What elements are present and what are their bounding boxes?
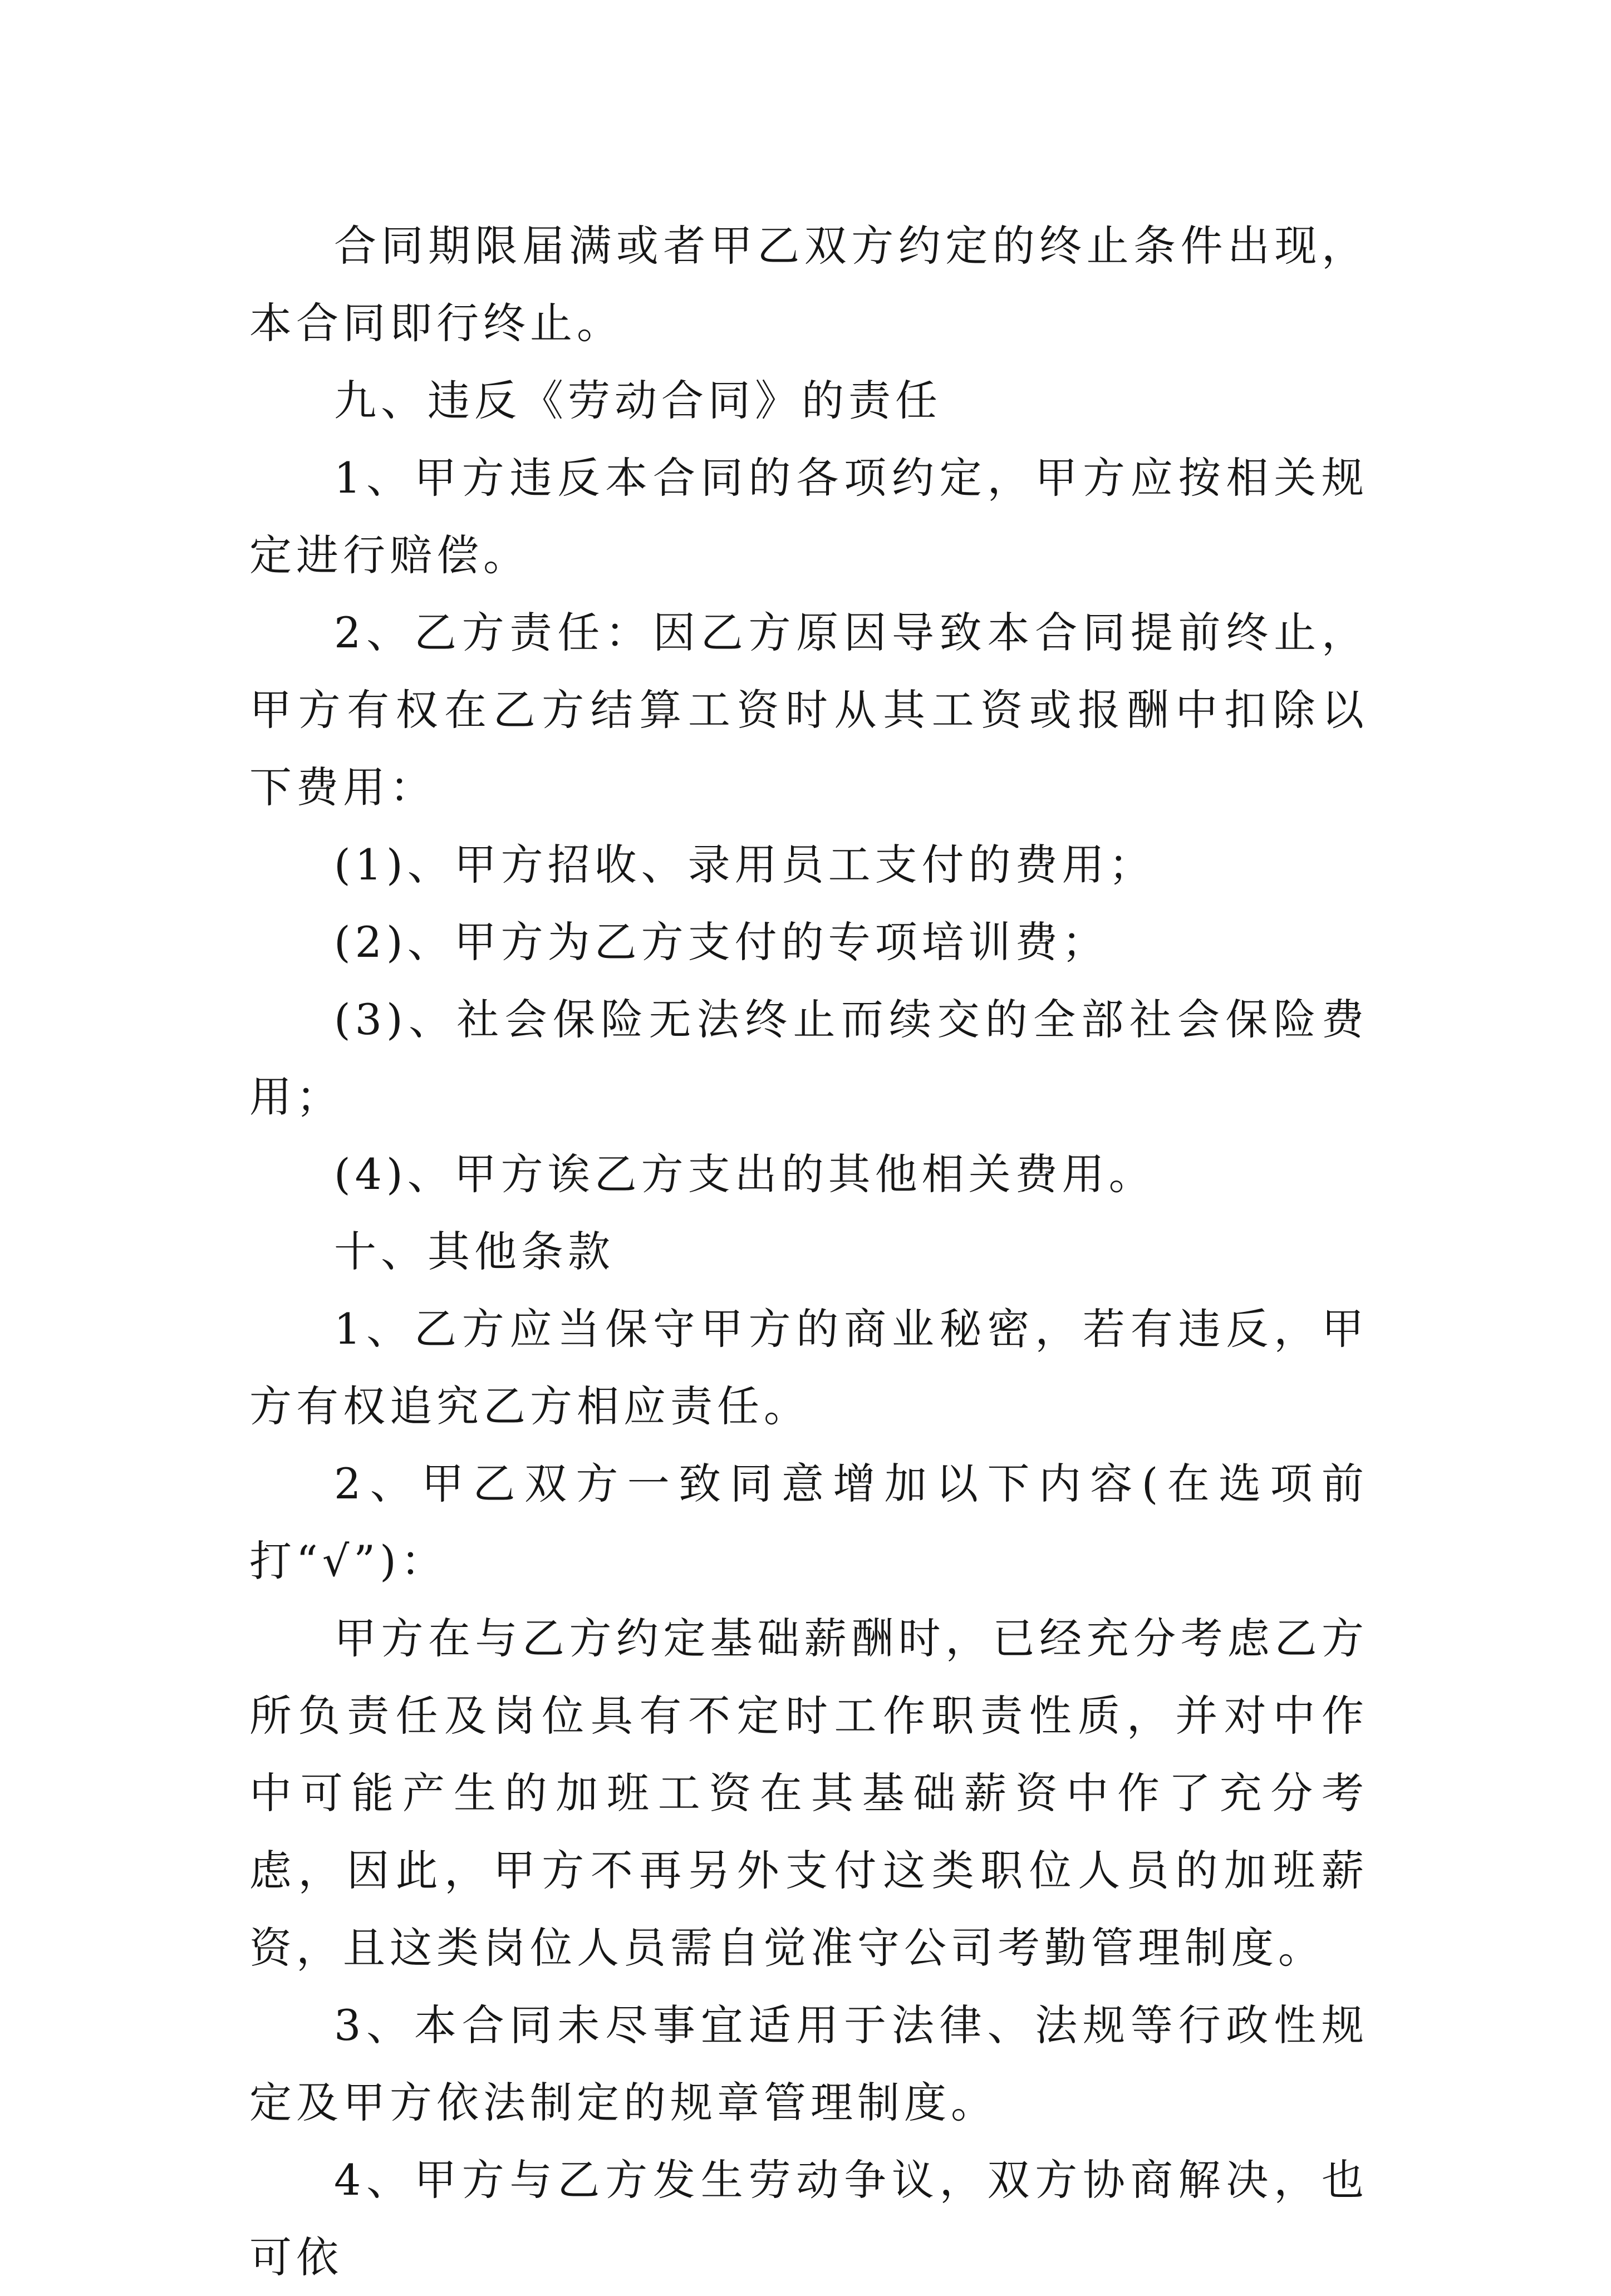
list-item-fee-4: (4)、甲方诶乙方支出的其他相关费用。 xyxy=(334,1149,1156,1199)
paragraph-party-b-liability: 2、乙方责任：因乙方原因导致本合同提前终止，甲方有权在乙方结算工资时从其工资或报酬中扣除以下费用： xyxy=(249,608,1368,812)
paragraph-termination: 合同期限届满或者甲乙双方约定的终止条件出现，本合同即行终止。 xyxy=(249,221,1368,348)
list-item-fee-1: (1)、甲方招收、录用员工支付的费用； xyxy=(334,840,1156,889)
list-item-fee-3: (3)、社会保险无法终止而续交的全部社会保险费用； xyxy=(249,995,1368,1122)
section-heading-breach: 九、违反《劳动合同》的责任 xyxy=(334,376,942,425)
paragraph-confidentiality: 1、乙方应当保守甲方的商业秘密，若有违反，甲方有权追究乙方相应责任。 xyxy=(249,1304,1368,1431)
paragraph-additional-terms: 2、甲乙双方一致同意增加以下内容(在选项前打“√”)： xyxy=(249,1459,1368,1586)
paragraph-party-a-breach: 1、甲方违反本合同的各项约定，甲方应按相关规定进行赔偿。 xyxy=(249,453,1368,580)
section-heading-other: 十、其他条款 xyxy=(334,1227,615,1276)
paragraph-overtime-clause: 甲方在与乙方约定基础薪酬时，已经充分考虑乙方所负责任及岗位具有不定时工作职责性质，并对中作中可能产生的加班工资在其基础薪资中作了充分考虑，因此，甲方不再另外支付这类职位人员的加班薪资，且这类岗位人员需自觉准守公司考勤管理制度。 xyxy=(249,1614,1368,1973)
contract-text xyxy=(249,207,1368,2296)
paragraph-dispute: 4、甲方与乙方发生劳动争议，双方协商解决，也可依 xyxy=(249,2155,1368,2282)
paragraph-applicable-rules: 3、本合同未尽事宜适用于法律、法规等行政性规定及甲方依法制定的规章管理制度。 xyxy=(249,2000,1368,2127)
list-item-fee-2: (2)、甲方为乙方支付的专项培训费； xyxy=(334,917,1109,967)
